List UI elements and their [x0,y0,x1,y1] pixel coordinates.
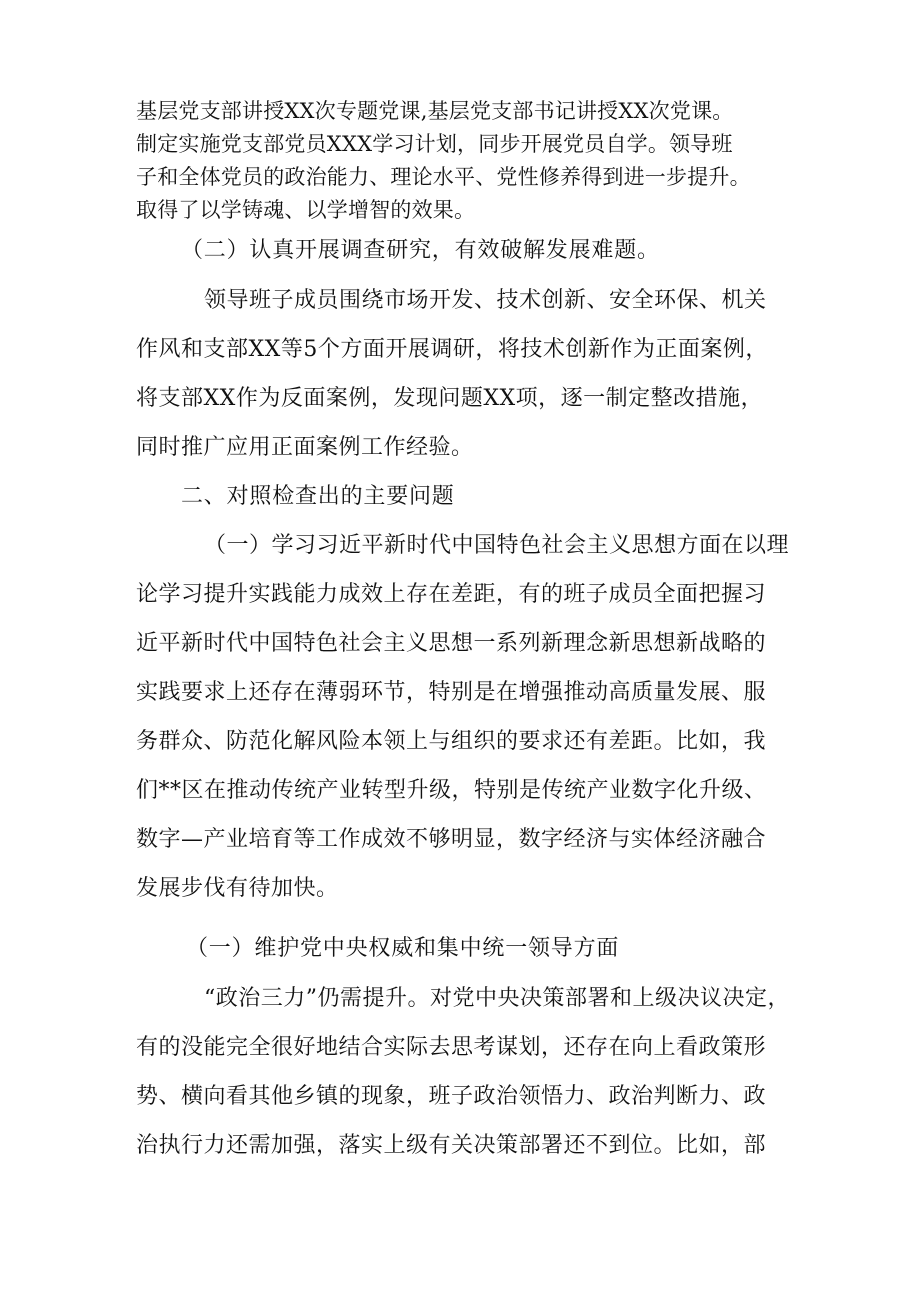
section-heading-main-problems: 二、对照检查出的主要问题 [181,484,455,509]
paragraph-line-7: 作风和支部XX等5个方面开展调研，将技术创新作为正面案例， [136,337,768,362]
paragraph-line-17: 数字—产业培育等工作成效不够明显，数字经济与实体经济融合 [136,827,767,852]
paragraph-line-23: 治执行力还需加强，落实上级有关决策部署还不到位。比如，部 [136,1133,767,1158]
paragraph-line-3: 子和全体党员的政治能力、理论水平、党性修养得到进一步提升。 [136,165,751,189]
paragraph-line-20: “政治三力”仍需提升。对党中央决策部署和上级决议决定， [204,986,790,1011]
paragraph-line-13: 近平新时代中国特色社会主义思想一系列新理念新思想新战略的 [136,631,767,656]
paragraph-line-14: 实践要求上还存在薄弱环节，特别是在增强推动高质量发展、服 [136,680,767,705]
paragraph-line-15: 务群众、防范化解风险本领上与组织的要求还有差距。比如，我 [136,729,767,754]
paragraph-line-11: （一）学习习近平新时代中国特色社会主义思想方面在以理 [204,533,790,558]
paragraph-line-9: 同时推广应用正面案例工作经验。 [136,435,474,460]
paragraph-line-21: 有的没能完全很好地结合实际去思考谋划，还存在向上看政策形 [136,1035,767,1060]
paragraph-line-2: 制定实施党支部党员XXX学习计划，同步开展党员自学。领导班 [136,132,733,156]
section-heading-investigation: （二）认真开展调查研究，有效破解发展难题。 [181,238,660,263]
paragraph-line-1: 基层党支部讲授XX次专题党课,基层党支部书记讲授XX次党课。 [136,99,734,123]
paragraph-line-22: 势、横向看其他乡镇的现象，班子政治领悟力、政治判断力、政 [136,1084,767,1109]
paragraph-line-6: 领导班子成员围绕市场开发、技术创新、安全环保、机关 [204,288,767,313]
paragraph-line-18: 发展步伐有待加快。 [136,876,339,901]
section-heading-central-authority: （一）维护党中央权威和集中统一领导方面 [186,936,620,961]
paragraph-line-16: 们**区在推动传统产业转型升级，特别是传统产业数字化升级、 [136,778,767,803]
paragraph-line-12: 论学习提升实践能力成效上存在差距，有的班子成员全面把握习 [136,582,767,607]
paragraph-line-8: 将支部XX作为反面案例，发现问题XX项，逐一制定整改措施， [136,386,764,411]
paragraph-line-4: 取得了以学铸魂、以学增智的效果。 [136,198,476,222]
